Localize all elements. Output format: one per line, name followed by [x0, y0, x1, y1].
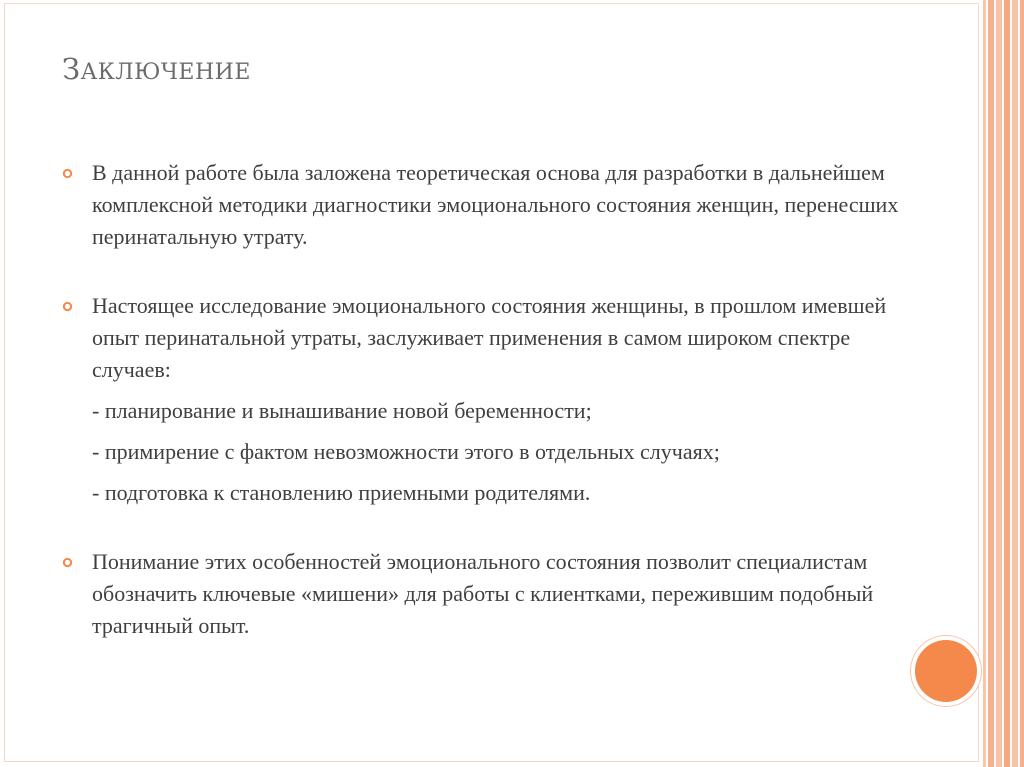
sub-item: - подготовка к становлению приемными родителями.: [92, 480, 591, 505]
sub-item: - примирение с фактом невозможности этого в отдельных случаях;: [92, 439, 720, 464]
orange-circle-icon: [915, 640, 977, 702]
bullet-text: Понимание этих особенностей эмоционального состояния позволит специалистам обозначить ключевые «мишени» для работы с клиентками, пережившим подобный трагичный опыт.: [92, 549, 874, 638]
title-first-letter: З: [62, 52, 81, 86]
stripe: [983, 0, 986, 767]
bullet-item: [62, 290, 922, 509]
bullet-text: Настоящее исследование эмоционального состояния женщины, в прошлом имевшей опыт перинатальной утраты, заслуживает применения в самом широком спектре случаев:: [92, 293, 887, 382]
stripe: [996, 0, 1002, 767]
title-rest: АКЛЮЧЕНИЕ: [80, 60, 251, 85]
stripe: [1020, 0, 1024, 767]
decorative-stripes: [982, 0, 1024, 767]
page-title: [62, 52, 251, 86]
orange-ring-icon: [62, 301, 73, 312]
bullet-item: [62, 546, 922, 642]
stripe: [1012, 0, 1018, 767]
bullet-text: В данной работе была заложена теоретическая основа для разработки в дальнейшем комплексной методики диагностики эмоционального состояния женщин, перенесших перинатальную утрату.: [92, 160, 899, 249]
slide-content: [62, 157, 922, 642]
stripe: [988, 0, 994, 767]
stripe: [1004, 0, 1010, 767]
orange-ring-icon: [62, 168, 73, 179]
orange-ring-icon: [62, 557, 73, 568]
bullet-item: [62, 157, 922, 253]
sub-item: - планирование и вынашивание новой беременности;: [92, 398, 592, 423]
